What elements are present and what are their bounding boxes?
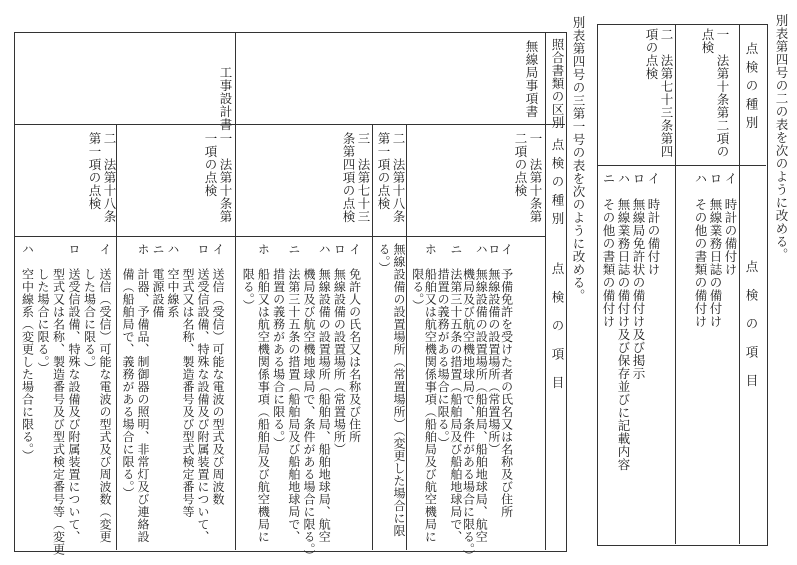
table2-g1-row2-items (376, 243, 406, 537)
table2-g2-row1-items (120, 243, 225, 543)
g2-r2-item-4: 型式又は名称、製造番号及び型式検定番号等（変更 (51, 243, 66, 556)
g2-r1-item-3: 型式又は名称、製造番号及び型式検定番号等 (181, 243, 195, 518)
table2-header-category: 照合書類の区別 (550, 38, 565, 129)
g2-r1-item-5: ニ 電源設備 (151, 243, 165, 318)
g2-r2-item-5: した場合に限る。） (36, 243, 50, 375)
table1-row1-type: 一 法第十条第二項の点検 (700, 28, 730, 158)
table1-row1-item-3: ハ その他の書類の備付け (693, 172, 708, 328)
table2-header-type: 点検の種別 (550, 138, 565, 231)
instruction-1: 別表第四号の二の表を次のように改める。 (774, 14, 789, 261)
table2-group2-category: 工事設計書 (218, 66, 233, 131)
table1-row2-item-3: ハ 無線業務日誌の備付け及び保存並びに記載内容 (616, 172, 631, 471)
g2-r2-item-1: イ 送信（受信）可能な電波の型式及び周波数（変更 (98, 243, 112, 543)
g1-r3-item-5: ニ 法第三十五条の措置（船舶局及び船舶地球局で、 (286, 243, 301, 543)
g2-r1-item-6: ホ 計器、予備品、制御器の照明、非常灯及び連絡設 (136, 243, 150, 543)
table1-row1-item-1: イ 時計の備付け (723, 172, 738, 276)
table2-g2-row2-type: 二 法第十八条第一項の点検 (87, 132, 117, 223)
table2-g1-row1-items (411, 243, 513, 562)
g1-r2-item-1: 無線設備の設置場所（常置場所）（変更した場合に限 (392, 243, 406, 537)
g2-r1-item-7: 備（船舶局で、義務がある場合に限る。） (121, 243, 135, 500)
g2-r2-item-6: ハ 空中線系（変更した場合に限る。） (20, 243, 35, 462)
table1-row1-items (693, 172, 738, 328)
g2-r1-item-2: ロ 送受信設備、特殊な設備及び附属装置について、 (196, 243, 210, 543)
g2-r1-item-1: イ 送信（受信）可能な電波の型式及び周波数 (211, 243, 225, 506)
instruction-2: 別表第四号の三第一号の表を次のように改める。 (571, 16, 586, 302)
table2-g1-row3-type: 三 法第七十三条第四項の点検 (341, 132, 371, 223)
g1-r1-item-5: ニ 法第三十五条の措置（船舶局及び船舶地球局で、 (448, 243, 463, 543)
table2-g1-row3-items (240, 243, 362, 562)
g1-r3-item-2: ロ 無線設備の設置場所（常置場所） (332, 243, 347, 456)
g1-r3-item-8: 限る。） (241, 243, 256, 312)
g1-r3-item-4: 機局及び航空機地球局で、条件がある場合に限る。） (302, 243, 317, 562)
table1-row2-items (601, 172, 661, 471)
table2-g2-row1-type: 一 法第十条第一項の点検 (203, 132, 233, 223)
g1-r1-item-2: ロ 無線設備の設置場所（常置場所） (486, 243, 501, 456)
table2-g1-row2-type: 二 法第十八条第一項の点検 (376, 132, 406, 223)
g2-r1-item-4: ハ 空中線系 (166, 243, 180, 318)
table1-row2-item-4: ニ その他の書類の備付け (601, 172, 616, 328)
g1-r1-item-7: ホ 船舶又は航空機関係事項（船舶局及び航空機局に (423, 243, 438, 543)
table2-header-items: 点検の項目 (550, 262, 565, 405)
g1-r1-item-1: イ 予備免許を受けた者の氏名又は名称及び住所 (499, 243, 514, 518)
g1-r3-item-7: ホ 船舶又は航空機関係事項（船舶局及び航空機局に (256, 243, 271, 543)
table1-row2-item-1: イ 時計の備付け (646, 172, 661, 276)
g2-r2-item-2: した場合に限る。） (82, 243, 97, 375)
table1-row1-item-2: ロ 無線業務日誌の備付け (708, 172, 723, 328)
table2-g1-row1-type: 一 法第十条第二項の点検 (513, 132, 543, 223)
table2-group1-category: 無線局事項書 (524, 40, 539, 118)
table1-header-type: 点検の種別 (744, 42, 759, 135)
table1-row2-type: 二 法第七十三条第四項の点検 (644, 28, 674, 158)
table1-row2-item-2: ロ 無線局免許状の備付け及び掲示 (631, 172, 646, 380)
g1-r2-item-2: る。） (377, 243, 391, 275)
g1-r1-item-4: 機局及び航空機地球局で、条件がある場合に限る。） (461, 243, 476, 562)
g1-r3-item-6: 措置の義務がある場合に限る。） (271, 243, 286, 450)
g1-r1-item-6: 措置の義務がある場合に限る。） (436, 243, 451, 450)
g1-r3-item-1: イ 免許人の氏名又は名称及び住所 (347, 243, 362, 443)
g2-r2-item-3: ロ 送受信設備、特殊な設備及び附属装置について、 (67, 243, 81, 543)
g1-r1-item-3: ハ 無線設備の設置場所（船舶局、船舶地球局、航空 (474, 243, 489, 543)
table1-header-items: 点検の項目 (744, 260, 759, 403)
table2-g2-row2-items (19, 243, 112, 556)
g1-r1-item-8: 限る。） (410, 243, 425, 312)
g1-r3-item-3: ハ 無線設備の設置場所（船舶局、船舶地球局、航空 (317, 243, 332, 543)
